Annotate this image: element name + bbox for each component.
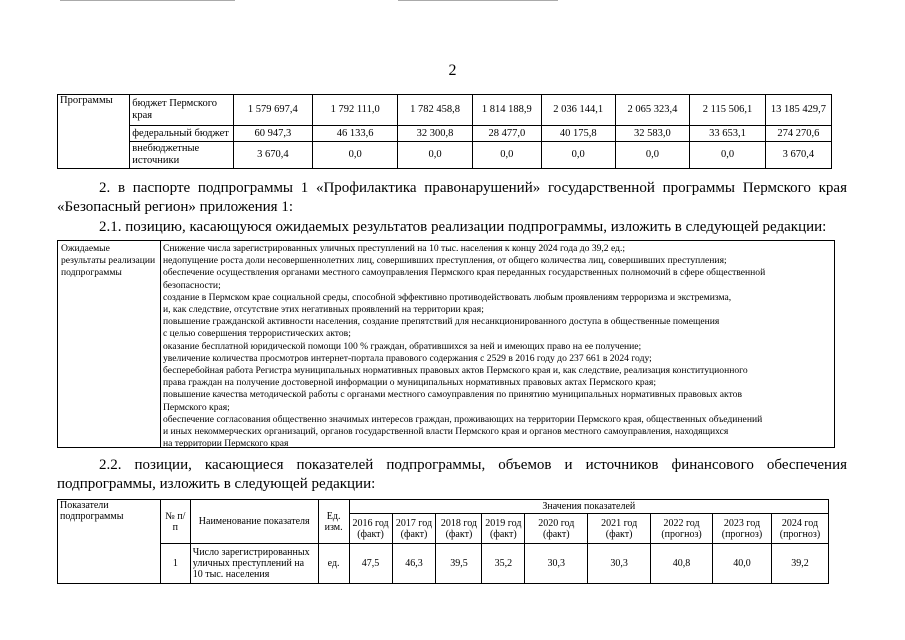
value-cell: 33 653,1 bbox=[690, 126, 766, 142]
expected-results-text bbox=[163, 243, 831, 450]
value-cell: 1 579 697,4 bbox=[233, 95, 312, 126]
expected-results-box bbox=[57, 240, 835, 448]
value-cell: 2 115 506,1 bbox=[690, 95, 766, 126]
value-cell: 1 814 188,9 bbox=[472, 95, 541, 126]
value-cell: 39,2 bbox=[771, 544, 828, 584]
value-cell: 46,3 bbox=[392, 544, 436, 584]
value-cell: 0,0 bbox=[615, 142, 690, 169]
value-cell: 0,0 bbox=[690, 142, 766, 169]
value-cell: 40,0 bbox=[713, 544, 772, 584]
indicator-unit: ед. bbox=[318, 544, 349, 584]
value-cell: 46 133,6 bbox=[313, 126, 398, 142]
result-line: и, как следствие, отсутствие этих негативных проявлений на территории края; bbox=[163, 304, 484, 316]
year-label: 2022 год bbox=[663, 517, 700, 529]
year-label: 2023 год bbox=[723, 517, 761, 529]
year-header bbox=[436, 514, 482, 544]
paragraph-2-2: 2.2. позиции, касающиеся показателей подпрограммы, объемов и источников финансового обеспечения подпрограммы, изложить в следующей редакции: bbox=[57, 457, 847, 492]
value-cell: 39,5 bbox=[436, 544, 482, 584]
top-rule-right bbox=[398, 0, 558, 1]
year-header bbox=[482, 514, 525, 544]
paragraph-2: 2. в паспорте подпрограммы 1 «Профилактика правонарушений» государственной программы Пермского края «Безопасный регион» приложения 1: bbox=[57, 180, 847, 215]
value-cell: 30,3 bbox=[588, 544, 651, 584]
value-cell: 30,3 bbox=[525, 544, 588, 584]
value-cell: 0,0 bbox=[398, 142, 473, 169]
name-header: Наименование показателя bbox=[190, 500, 318, 544]
value-cell: 2 036 144,1 bbox=[541, 95, 615, 126]
value-cell: 35,2 bbox=[482, 544, 525, 584]
value-cell: 2 065 323,4 bbox=[615, 95, 690, 126]
value-cell: 0,0 bbox=[313, 142, 398, 169]
year-kind: (факт) bbox=[445, 528, 473, 540]
result-line: Пермского края; bbox=[163, 401, 230, 413]
value-cell: 60 947,3 bbox=[233, 126, 312, 142]
year-label: 2018 год bbox=[440, 517, 478, 529]
year-kind: (факт) bbox=[357, 528, 384, 540]
year-header bbox=[349, 514, 392, 544]
year-kind: (факт) bbox=[490, 528, 517, 540]
year-kind: (прогноз) bbox=[721, 528, 763, 540]
result-line: увеличение количества просмотров интернет-портала правового содержания с 2529 в 2016 году до 237 661 в 2024 году; bbox=[163, 352, 652, 364]
source-cell: федеральный бюджет bbox=[130, 126, 233, 142]
year-kind: (прогноз) bbox=[661, 528, 702, 540]
year-header bbox=[525, 514, 588, 544]
values-header: Значения показателей bbox=[349, 500, 828, 514]
table-row bbox=[58, 126, 832, 142]
year-kind: (факт) bbox=[542, 528, 570, 540]
year-label: 2016 год bbox=[352, 517, 389, 529]
value-cell: 40,8 bbox=[651, 544, 713, 584]
result-line: обеспечение осуществления органами местного самоуправления Пермского края переданных государственных полномочий в сфере общественной bbox=[163, 267, 766, 279]
number-header: № п/п bbox=[160, 500, 190, 544]
value-cell: 32 300,8 bbox=[398, 126, 473, 142]
page-number: 2 bbox=[448, 62, 457, 79]
year-header bbox=[651, 514, 713, 544]
finance-table bbox=[57, 94, 832, 169]
source-cell: внебюджетные источники bbox=[130, 142, 233, 169]
table-row bbox=[58, 95, 832, 126]
value-cell: 0,0 bbox=[472, 142, 541, 169]
value-cell: 13 185 429,7 bbox=[765, 95, 831, 126]
value-cell: 3 670,4 bbox=[765, 142, 831, 169]
indicators-table bbox=[57, 499, 829, 584]
result-line: оказание бесплатной юридической помощи 100 % граждан, обратившихся за ней и имеющих право на ее получение; bbox=[163, 340, 642, 352]
result-line: безопасности; bbox=[163, 279, 221, 291]
value-cell: 3 670,4 bbox=[233, 142, 312, 169]
program-label: Программы bbox=[58, 95, 130, 169]
result-line: создание в Пермском крае социальной среды, способной эффективно противодействовать любым проявлениям терроризма и экстремизма, bbox=[163, 291, 732, 303]
top-rule-left bbox=[60, 0, 235, 1]
result-line: права граждан на получение достоверной информации о муниципальных нормативных правовых актах Пермского края; bbox=[163, 377, 656, 389]
year-kind: (факт) bbox=[400, 528, 428, 540]
result-line: на территории Пермского края bbox=[163, 438, 289, 450]
row-number: 1 bbox=[160, 544, 190, 584]
result-line: недопущение роста доли несовершеннолетних лиц, совершивших преступления, от общего количества лиц, совершивших преступления; bbox=[163, 255, 727, 267]
year-label: 2019 год bbox=[485, 517, 522, 529]
result-line: повышение качества методической работы с органами местного самоуправления по принятию муниципальных нормативных правовых актов bbox=[163, 389, 742, 401]
column-divider bbox=[160, 241, 161, 447]
table-row bbox=[58, 544, 829, 584]
result-line: с целью совершения террористических актов; bbox=[163, 328, 351, 340]
result-line: повышение гражданской активности населения, создание препятствий для несанкционированного доступа в общественные помещения bbox=[163, 316, 720, 328]
paragraph-2-1: 2.1. позицию, касающуюся ожидаемых результатов реализации подпрограммы, изложить в следующей редакции: bbox=[99, 219, 827, 235]
year-label: 2017 год bbox=[395, 517, 433, 529]
year-header bbox=[588, 514, 651, 544]
value-cell: 47,5 bbox=[349, 544, 392, 584]
unit-header: Ед. изм. bbox=[318, 500, 349, 544]
year-header bbox=[392, 514, 436, 544]
year-header bbox=[771, 514, 828, 544]
value-cell: 1 792 111,0 bbox=[313, 95, 398, 126]
value-cell: 28 477,0 bbox=[472, 126, 541, 142]
value-cell: 40 175,8 bbox=[541, 126, 615, 142]
value-cell: 274 270,6 bbox=[765, 126, 831, 142]
source-cell: бюджет Пермского края bbox=[130, 95, 233, 126]
expected-results-label: Ожидаемые результаты реализации подпрограммы bbox=[61, 243, 156, 279]
year-header bbox=[713, 514, 772, 544]
result-line: и иных некоммерческих организаций, органов государственной власти Пермского края и органов местного самоуправления, находящихся bbox=[163, 426, 729, 438]
table-row bbox=[58, 142, 832, 169]
year-label: 2020 год bbox=[538, 517, 575, 529]
result-line: бесперебойная работа Регистра муниципальных нормативных правовых актов Пермского края и, как следствие, реализация конституционного bbox=[163, 365, 748, 377]
year-label: 2021 год bbox=[601, 517, 638, 529]
indicators-label: Показатели подпрограммы bbox=[58, 500, 161, 584]
year-kind: (факт) bbox=[605, 528, 633, 540]
result-line: обеспечение согласования общественно значимых интересов граждан, проживающих на территории Пермского края, общественных объединений bbox=[163, 413, 763, 425]
result-line: Снижение числа зарегистрированных уличных преступлений на 10 тыс. населения к концу 2024 года до 39,2 ед.; bbox=[163, 243, 626, 254]
year-kind: (прогноз) bbox=[779, 528, 821, 540]
value-cell: 0,0 bbox=[541, 142, 615, 169]
year-label: 2024 год bbox=[781, 517, 819, 529]
value-cell: 32 583,0 bbox=[615, 126, 690, 142]
indicator-name: Число зарегистрированных уличных преступлений на 10 тыс. населения bbox=[190, 544, 318, 584]
table-row bbox=[58, 500, 829, 514]
value-cell: 1 782 458,8 bbox=[398, 95, 473, 126]
